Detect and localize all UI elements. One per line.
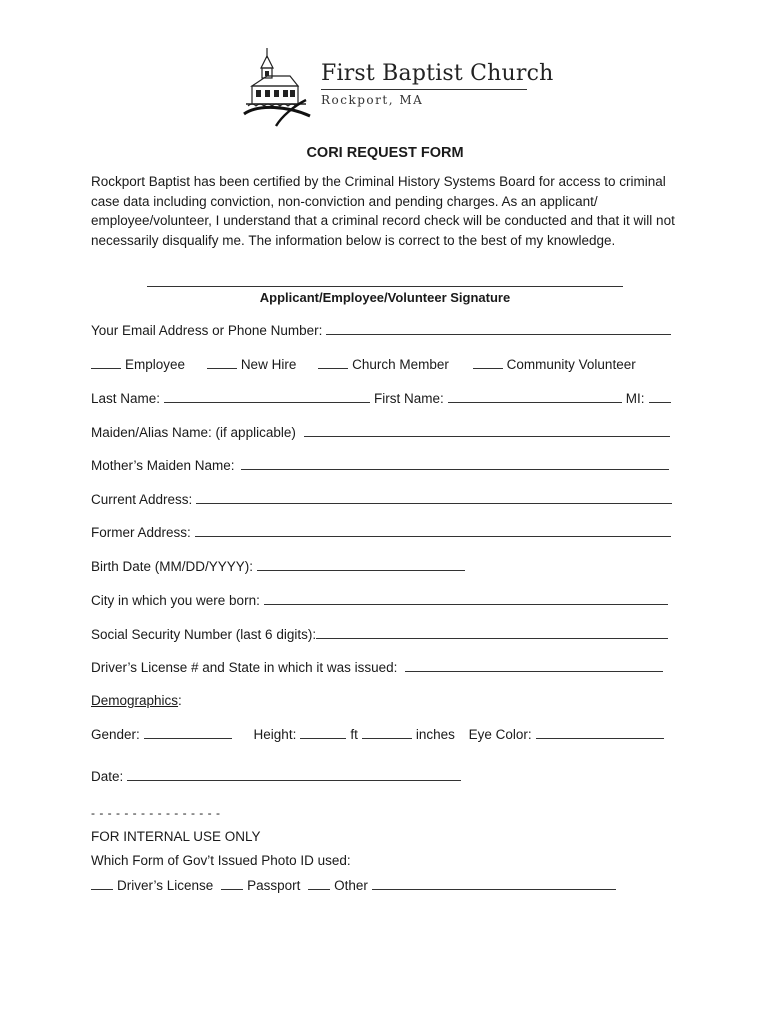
eye-color-label: Eye Color: [468,727,532,742]
current-address-label: Current Address: [91,492,193,507]
birth-city-label: City in which you were born: [91,593,260,608]
drivers-license-row [91,659,667,677]
id-option-other: Other [334,878,368,893]
ssn-field[interactable] [316,626,668,639]
last-name-label: Last Name: [91,391,161,406]
middle-initial-field[interactable] [649,390,671,403]
role-community-volunteer-label: Community Volunteer [506,357,636,372]
demographics-colon: : [178,693,182,708]
mothers-maiden-row [91,457,673,475]
ssn-row [91,626,672,644]
height-inches-field[interactable] [362,726,412,739]
email-phone-row [91,322,675,340]
signature-line[interactable] [147,286,623,287]
drivers-license-option-line[interactable] [91,877,113,890]
internal-use-label: FOR INTERNAL USE ONLY [91,829,261,844]
demographics-heading: Demographics [91,693,179,708]
demographics-row [91,692,182,710]
birth-city-row [91,592,672,610]
eye-color-field[interactable] [536,726,664,739]
other-id-field[interactable] [372,877,616,890]
inches-label: inches [415,727,455,742]
mothers-maiden-field[interactable] [241,457,669,470]
former-address-row [91,524,675,542]
birth-city-field[interactable] [264,592,668,605]
community-volunteer-checkbox-line[interactable] [473,356,503,369]
church-building-icon [240,44,312,128]
mothers-maiden-label: Mother’s Maiden Name: [91,458,235,473]
height-feet-field[interactable] [300,726,346,739]
drivers-license-label: Driver’s License # and State in which it was issued: [91,660,398,675]
church-name: First Baptist Church [321,61,554,86]
church-location: Rockport, MA [321,93,424,107]
birth-date-row [91,558,469,576]
mi-label: MI: [625,391,645,406]
birth-date-field[interactable] [257,558,465,571]
header-rule [321,89,527,90]
employee-checkbox-line[interactable] [91,356,121,369]
height-label: Height: [253,727,297,742]
first-name-field[interactable] [448,390,622,403]
role-church-member-label: Church Member [352,357,449,372]
new-hire-checkbox-line[interactable] [207,356,237,369]
drivers-license-field[interactable] [405,659,663,672]
other-option-line[interactable] [308,877,330,890]
demographics-fields-row [91,726,668,744]
maiden-alias-row [91,424,674,442]
id-option-drivers-license: Driver’s License [117,878,214,893]
church-header [240,44,554,130]
role-new-hire-label: New Hire [240,357,297,372]
passport-option-line[interactable] [221,877,243,890]
name-row [91,390,675,408]
intro-paragraph: Rockport Baptist has been certified by the Criminal History Systems Board for access to criminal case data including conviction, non-conviction and pending charges. As an applicant/ employee/volunteer, I understand that a criminal record check will be conducted and that it will not necessarily disqualify me. The information below is correct to the best of my knowledge. [91,174,675,248]
former-address-field[interactable] [195,524,671,537]
first-name-label: First Name: [374,391,444,406]
section-separator: - - - - - - - - - - - - - - - - [91,806,221,820]
date-label: Date: [91,769,124,784]
role-row [91,356,636,374]
gender-label: Gender: [91,727,140,742]
feet-label: ft [350,727,358,742]
date-field[interactable] [127,768,461,781]
photo-id-options-row [91,877,620,895]
current-address-row [91,491,676,509]
form-title: CORI REQUEST FORM [306,145,464,161]
former-address-label: Former Address: [91,525,191,540]
role-employee-label: Employee [125,357,186,372]
ssn-label: Social Security Number (last 6 digits): [91,627,317,642]
gender-field[interactable] [144,726,232,739]
birth-date-label: Birth Date (MM/DD/YYYY): [91,559,254,574]
date-row [91,768,465,786]
signature-label: Applicant/Employee/Volunteer Signature [259,290,511,305]
church-member-checkbox-line[interactable] [318,356,348,369]
maiden-alias-label: Maiden/Alias Name: (if applicable) [91,425,296,440]
id-option-passport: Passport [247,878,301,893]
email-phone-field[interactable] [326,322,671,335]
last-name-field[interactable] [164,390,370,403]
email-phone-label: Your Email Address or Phone Number: [91,323,323,338]
photo-id-question: Which Form of Gov’t Issued Photo ID used: [91,853,351,868]
current-address-field[interactable] [196,491,672,504]
maiden-alias-field[interactable] [304,424,670,437]
